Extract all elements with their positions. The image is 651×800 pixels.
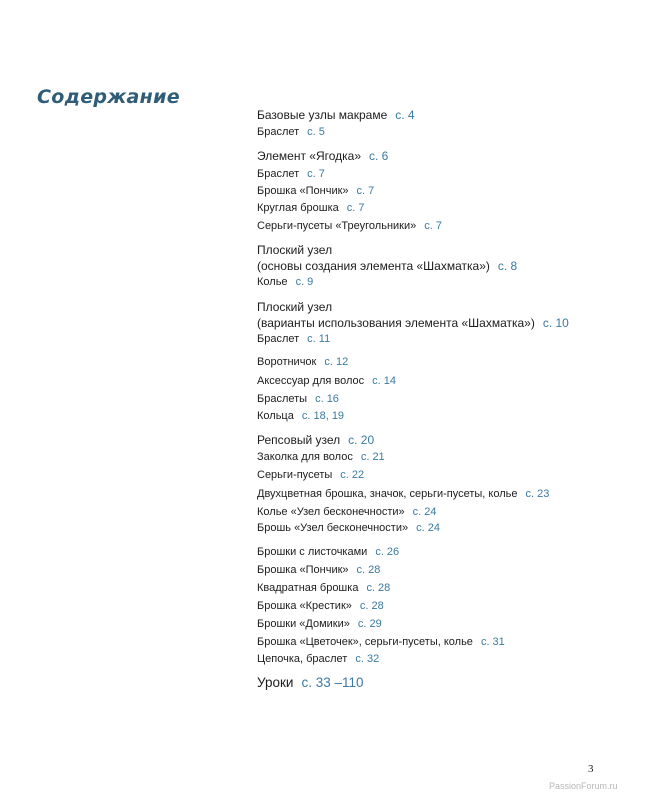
toc-entry (257, 149, 388, 163)
toc-entry-page-ref: с. 29 (357, 618, 382, 630)
toc-entry (257, 521, 440, 535)
toc-entry-page-ref: с. 20 (348, 433, 375, 447)
toc-entry-page-ref: с. 8 (497, 259, 518, 273)
toc-entry (257, 300, 332, 314)
toc-entry (257, 355, 348, 369)
page-number: 3 (588, 763, 594, 775)
toc-entry (257, 219, 442, 233)
toc-entry-title: Двухцветная брошка, значок, серьги-пусеты, колье (257, 488, 518, 500)
toc-entry-title: Базовые узлы макраме (257, 108, 388, 122)
toc-entry-page-ref: с. 7 (307, 168, 325, 180)
toc-entry-title: Браслеты (257, 393, 308, 405)
toc-entry (257, 450, 385, 464)
toc-entry-title: Брошка «Цветочек», серьги-пусеты, колье (257, 636, 473, 648)
toc-entry-title: Круглая брошка (257, 202, 339, 214)
toc-entry (257, 201, 365, 215)
toc-entry (257, 563, 380, 577)
toc-entry-page-ref: с. 28 (359, 600, 384, 612)
toc-entry (257, 599, 384, 613)
toc-entry-page-ref: с. 11 (307, 333, 331, 345)
toc-entry (257, 392, 339, 406)
toc-entry-page-ref: с. 18, 19 (301, 410, 345, 422)
toc-entry-page-ref: с. 33 –110 (301, 675, 364, 690)
toc-entry-page-ref: с. 23 (525, 488, 550, 500)
toc-entry-page-ref: с. 28 (356, 564, 381, 576)
toc-entry (257, 487, 549, 501)
toc-entry-page-ref: с. 32 (355, 653, 380, 665)
toc-entry (257, 184, 374, 198)
toc-entry (257, 125, 325, 139)
toc-entry-page-ref: с. 31 (480, 636, 505, 648)
toc-entry-title: Брошка «Пончик» (257, 185, 349, 197)
toc-entry-title: Воротничок (257, 356, 317, 368)
toc-entry (257, 581, 390, 595)
toc-entry-page-ref: с. 14 (372, 375, 397, 387)
toc-entry-title: (основы создания элемента «Шахматка») (257, 259, 490, 273)
toc-entry-page-ref: с. 24 (416, 522, 440, 534)
toc-entry (257, 409, 344, 423)
toc-entry (257, 433, 374, 447)
toc-entry-title: (варианты использования элемента «Шахматка») (257, 316, 535, 330)
toc-entry (257, 617, 382, 631)
toc-entry-page-ref: с. 6 (369, 149, 389, 163)
toc-entry-page-ref: с. 24 (412, 506, 437, 518)
toc-entry-page-ref: с. 26 (375, 546, 400, 558)
toc-entry (257, 374, 396, 388)
toc-entry-title: Элемент «Ягодка» (257, 149, 362, 163)
toc-entry (257, 167, 325, 181)
toc-entry-title: Брошки «Домики» (257, 618, 350, 630)
toc-entry-page-ref: с. 7 (424, 220, 442, 232)
toc-entry-title: Цепочка, браслет (257, 653, 348, 665)
toc-entry-page-ref: с. 16 (315, 393, 339, 405)
toc-entry-title: Браслет (257, 126, 300, 138)
toc-entry-title: Колье (257, 276, 288, 288)
page-title: Содержание (37, 86, 180, 108)
toc-entry-title: Серьги-пусеты «Треугольники» (257, 220, 417, 232)
toc-entry-page-ref: с. 4 (395, 108, 415, 122)
toc-entry-page-ref: с. 12 (324, 356, 349, 368)
toc-entry-title: Серьги-пусеты (257, 469, 333, 481)
toc-entry (257, 316, 569, 330)
toc-entry-page-ref: с. 10 (542, 316, 569, 330)
toc-entry-page-ref: с. 5 (307, 126, 325, 138)
toc-entry-page-ref: с. 7 (356, 185, 375, 197)
toc-entry-title: Плоский узел (257, 300, 333, 314)
toc-entry-page-ref: с. 21 (360, 451, 385, 463)
toc-entry-title: Репсовый узел (257, 433, 341, 447)
toc-entry (257, 108, 415, 122)
toc-entry (257, 243, 332, 257)
toc-entry-title: Браслет (257, 333, 300, 345)
watermark: PassionForum.ru (549, 781, 618, 791)
toc-entry-page-ref: с. 28 (366, 582, 391, 594)
toc-entry (257, 505, 437, 519)
toc-entry-title: Квадратная брошка (257, 582, 359, 594)
toc-entry (257, 259, 517, 273)
toc-entry-title: Плоский узел (257, 243, 333, 257)
toc-entry (257, 332, 330, 346)
toc-entry (257, 545, 399, 559)
toc-entry-title: Брошка «Пончик» (257, 564, 349, 576)
toc-entry (257, 676, 364, 690)
toc-entry-title: Брошки с листочками (257, 546, 368, 558)
toc-entry-title: Браслет (257, 168, 300, 180)
toc-entry-title: Колье «Узел бесконечности» (257, 506, 405, 518)
toc-entry-title: Уроки (257, 675, 294, 690)
toc-entry-page-ref: с. 9 (295, 276, 314, 288)
toc-entry (257, 635, 505, 649)
toc-entry-title: Брошка «Крестик» (257, 600, 352, 612)
toc-entry-page-ref: с. 7 (346, 202, 365, 214)
toc-entry-title: Аксессуар для волос (257, 375, 365, 387)
toc-entry (257, 468, 364, 482)
toc-entry (257, 275, 313, 289)
toc-entry-title: Брошь «Узел бесконечности» (257, 522, 409, 534)
toc-entry (257, 652, 379, 666)
toc-entry-page-ref: с. 22 (340, 469, 365, 481)
toc-entry-title: Заколка для волос (257, 451, 353, 463)
toc-entry-title: Кольца (257, 410, 294, 422)
